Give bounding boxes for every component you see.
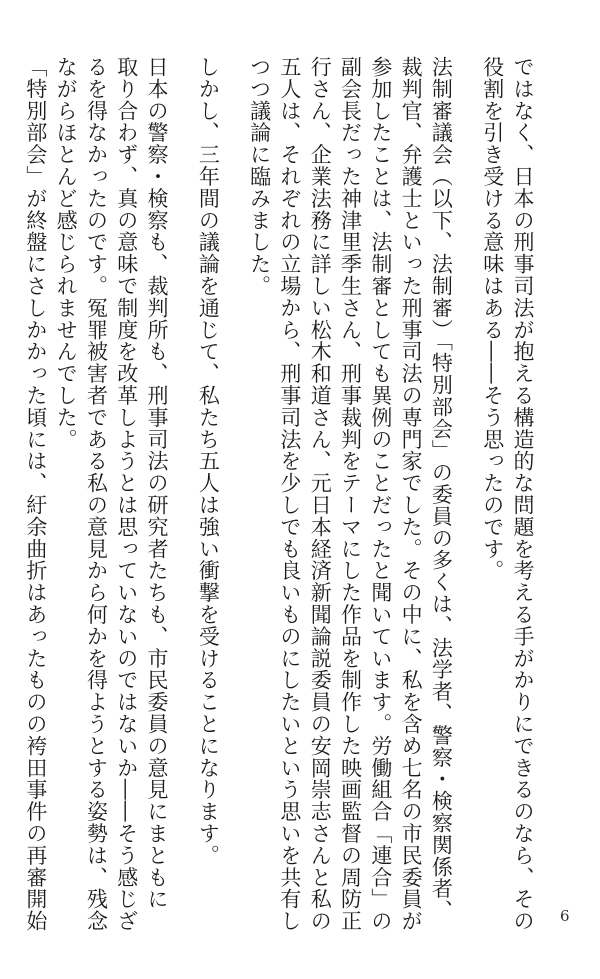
text-line: しかし、三年間の議論を通じて、私たち五人は強い衝撃を受けることになります。 <box>196 56 221 867</box>
text-line: つつ議論に臨みました。 <box>247 56 272 297</box>
text-line: るを得なかったのです。冤罪被害者である私の意見から何かを得ようとする姿勢は、残念 <box>84 56 109 932</box>
vertical-text-block <box>23 56 538 932</box>
page-number: 6 <box>560 907 570 925</box>
text-line: 行さん、企業法務に詳しい松木和道さん、元日本経済新聞論説委員の安岡崇志さんと私の <box>308 56 333 932</box>
text-line: 法制審議会（以下、法制審）「特別部会」の委員の多くは、法学者、警察・検察関係者、 <box>429 56 454 922</box>
text-line: 裁判官、弁護士といった刑事司法の専門家でした。その中に、私を含め七名の市民委員が <box>399 56 424 932</box>
text-line: ではなく、日本の刑事司法が抱える構造的な問題を考える手がかりにできるのなら、その <box>511 56 535 932</box>
text-line: 副会長だった神津里季生さん、刑事裁判をテーマにした作品を制作した映画監督の周防正 <box>338 56 363 932</box>
text-line: 取り合わず、真の意味で制度を改革しようとは思っていないのではないか――そう感じざ <box>114 56 139 932</box>
text-line: 「特別部会」が終盤にさしかかった頃には、紆余曲折はあったものの袴田事件の再審開始 <box>23 56 48 932</box>
text-line: 参加したことは、法制審としても異例のことだったと聞いています。労働組合「連合」の <box>368 56 393 932</box>
text-line: 役割を引き受ける意味はある――そう思ったのです。 <box>480 56 505 582</box>
text-line: ながらほとんど感じられませんでした。 <box>54 56 79 451</box>
text-line: 五人は、それぞれの立場から、刑事司法を少しでも良いものにしたいという思いを共有し <box>277 56 302 932</box>
text-line: 日本の警察・検察も、裁判所も、刑事司法の研究者たちも、市民委員の意見にまともに <box>145 56 170 911</box>
